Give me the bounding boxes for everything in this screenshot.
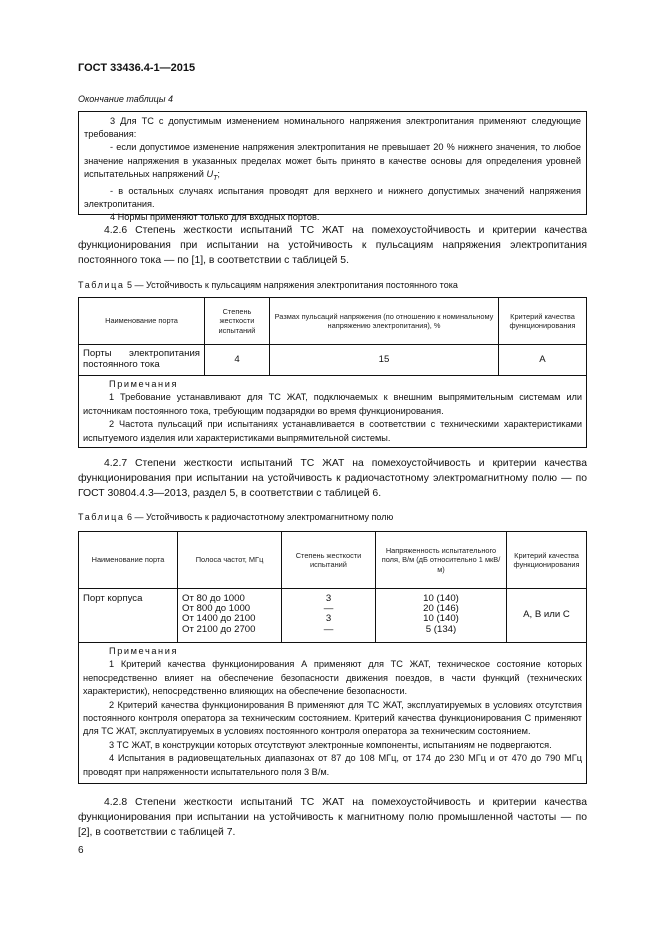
table5-label: Таблица bbox=[78, 280, 125, 290]
ut-symbol: $U_T$ bbox=[206, 168, 218, 182]
table6-field: 20 (146) bbox=[423, 603, 459, 615]
table4-note-3a: - если допустимое изменение напряжения электропитания не превышает 20 % нижнего значения, то любое значение напряжения в указанных пределах может быть принято в качестве основы для определения уровней испытательных напряжений $U_T$; bbox=[84, 142, 581, 182]
table6-field: 10 (140) bbox=[423, 613, 459, 625]
table-row bbox=[79, 345, 587, 376]
section-4-2-7: 4.2.7 Степени жесткости испытаний ТС ЖАТ на помехоустойчивость и критерии качества функционирования при испытании на устойчивость к радиочастотному электромагнитному полю — по ГОСТ 30804.4.3—2013, раздел 5, в соответствии с таблицей 6. bbox=[78, 458, 587, 500]
section-4-2-8: 4.2.8 Степени жесткости испытаний ТС ЖАТ на помехоустойчивость и критерии качества функционирования при испытании на устойчивость к магнитному полю промышленной частоты — по [2], в соответствии с таблицей 7. bbox=[78, 797, 587, 839]
table5-header-row bbox=[79, 298, 587, 345]
table5-note-1: 1 Требование устанавливают для ТС ЖАТ, подключаемых к внешним выпрямительным системам или источникам постоянного тока, требующим подзарядки во время функционирования. bbox=[83, 392, 582, 416]
table6-header-port: Наименование порта bbox=[79, 532, 178, 589]
table6-header-criteria: Критерий качества функционирования bbox=[507, 532, 587, 589]
table5-ripple: 15 bbox=[270, 345, 499, 376]
table6-band: От 2100 до 2700 bbox=[182, 623, 256, 635]
table6-note-3: 3 ТС ЖАТ, в конструкции которых отсутствуют электронные компоненты, испытаниям не подвергаются. bbox=[109, 739, 552, 750]
table5-caption bbox=[78, 280, 458, 290]
table6-header-level: Степень жесткости испытаний bbox=[282, 532, 376, 589]
table5-title: — Устойчивость к пульсациям напряжения электропитания постоянного тока bbox=[132, 280, 458, 290]
document-header: ГОСТ 33436.4-1—2015 bbox=[78, 62, 196, 74]
table6-caption bbox=[78, 512, 393, 522]
table5-port: Порты электропитания постоянного тока bbox=[79, 345, 205, 376]
table6-label: Таблица bbox=[78, 512, 125, 522]
table6-note-2: 2 Критерий качества функционирования В применяют для ТС ЖАТ, эксплуатируемых в условиях отсутствия постоянного контроля оператора за техническим состоянием. Критерий качества функционирования С применяют для ТС ЖАТ, эксплуатируемых в условиях постоянного контроля оператора за техническим состоянием. bbox=[83, 699, 582, 737]
table6 bbox=[78, 531, 587, 784]
table6-notes bbox=[79, 643, 587, 784]
table5-level: 4 bbox=[205, 345, 270, 376]
table6-criteria: A, B или C bbox=[507, 589, 587, 643]
table5-notes bbox=[79, 376, 587, 448]
table5-notes-row bbox=[79, 376, 587, 448]
table5-number: 5 bbox=[127, 280, 133, 290]
page-number: 6 bbox=[78, 845, 84, 856]
table6-notes-row bbox=[79, 643, 587, 784]
section-4-2-6: 4.2.6 Степень жесткости испытаний ТС ЖАТ на помехоустойчивость и критерии качества функционирования при испытании на устойчивость к пульсациям напряжения электропитания постоянного тока — по [1], в соответствии с таблицей 5. bbox=[78, 225, 587, 267]
table4-notes-box bbox=[78, 111, 587, 223]
table6-header-field: Напряженность испытательного поля, В/м (дБ относительно 1 мкВ/м) bbox=[376, 532, 507, 589]
table6-number: 6 bbox=[127, 512, 133, 522]
table5-header-criteria: Критерий качества функционирования bbox=[499, 298, 587, 345]
table-continuation-caption: Окончание таблицы 4 bbox=[78, 94, 173, 104]
table6-note-1: 1 Критерий качества функционирования А применяют для ТС ЖАТ, техническое состояние которых непосредственно влияет на обеспечение безопасности движения поездов, в части функций (технических характеристик), непосредственно влияющих на обеспечение безопасности. bbox=[83, 659, 582, 697]
table6-level: — bbox=[323, 623, 334, 635]
table5-notes-title: Примечания bbox=[109, 379, 179, 389]
table5-header-ripple: Размах пульсаций напряжения (по отношению к номинальному напряжению электропитания), % bbox=[270, 298, 499, 345]
table5-criteria: A bbox=[499, 345, 587, 376]
table5-header-level: Степень жесткости испытаний bbox=[205, 298, 270, 345]
table4-note-4: 4 Нормы применяют только для входных портов. bbox=[110, 212, 320, 223]
table6-title: — Устойчивость к радиочастотному электромагнитному полю bbox=[132, 512, 394, 522]
table4-note-3: 3 Для ТС с допустимым изменением номинального напряжения электропитания применяют следующие требования: bbox=[84, 116, 581, 140]
table6-band: От 800 до 1000 bbox=[182, 603, 251, 615]
table6-note-4: 4 Испытания в радиовещательных диапазонах от 87 до 108 МГц, от 174 до 230 МГц и от 470 до 790 МГц проводят при напряженности испытательного поля 3 В/м. bbox=[83, 753, 582, 777]
table6-bands bbox=[178, 589, 282, 643]
table6-fields bbox=[376, 589, 507, 643]
table6-levels bbox=[282, 589, 376, 643]
table5-note-2: 2 Частота пульсаций при испытаниях устанавливается в соответствии с техническими характеристиками испытуемого изделия или характеристиками выпрямительной системы. bbox=[83, 419, 582, 443]
table6-field: 10 (140) bbox=[423, 593, 459, 604]
table6-level: — bbox=[323, 603, 334, 615]
table6-band: От 80 до 1000 bbox=[182, 593, 245, 604]
table6-level: 3 bbox=[325, 613, 332, 625]
table5 bbox=[78, 297, 587, 448]
table6-notes-title: Примечания bbox=[109, 646, 179, 656]
table5-header-port: Наименование порта bbox=[79, 298, 205, 345]
table6-port: Порт корпуса bbox=[79, 589, 178, 643]
table-row bbox=[79, 589, 587, 643]
table6-header-band: Полоса частот, МГц bbox=[178, 532, 282, 589]
table6-level: 3 bbox=[325, 593, 332, 604]
table6-band: От 1400 до 2100 bbox=[182, 613, 256, 625]
table6-header-row bbox=[79, 532, 587, 589]
table6-field: 5 (134) bbox=[425, 623, 457, 635]
table4-note-3b: - в остальных случаях испытания проводят для верхнего и нижнего допустимых значений напряжения электропитания. bbox=[84, 185, 581, 210]
